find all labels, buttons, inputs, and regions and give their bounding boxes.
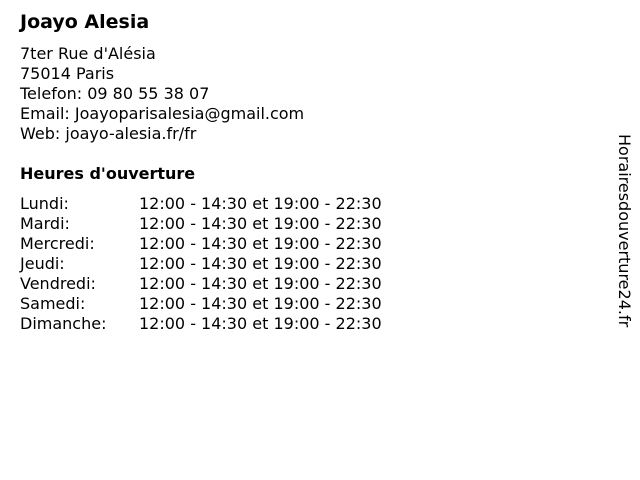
opening-hours-heading: Heures d'ouverture <box>20 164 196 183</box>
phone-line <box>20 84 304 104</box>
phone-number[interactable]: 09 80 55 38 07 <box>87 84 210 103</box>
hours-row <box>20 274 382 294</box>
day-label: Samedi: <box>20 294 86 313</box>
hours-row <box>20 194 382 214</box>
day-hours: 12:00 - 14:30 et 19:00 - 22:30 <box>139 254 382 273</box>
day-label: Jeudi: <box>20 254 65 273</box>
day-label: Mercredi: <box>20 234 95 253</box>
business-name: Joayo Alesia <box>20 11 150 33</box>
opening-hours-table <box>20 194 382 334</box>
day-label: Mardi: <box>20 214 70 233</box>
web-line <box>20 124 304 144</box>
hours-row <box>20 314 382 334</box>
day-hours: 12:00 - 14:30 et 19:00 - 22:30 <box>139 314 382 333</box>
day-label: Dimanche: <box>20 314 107 333</box>
day-hours: 12:00 - 14:30 et 19:00 - 22:30 <box>139 274 382 293</box>
day-hours: 12:00 - 14:30 et 19:00 - 22:30 <box>139 234 382 253</box>
day-hours: 12:00 - 14:30 et 19:00 - 22:30 <box>139 194 382 213</box>
contact-block <box>20 44 304 144</box>
day-hours: 12:00 - 14:30 et 19:00 - 22:30 <box>139 214 382 233</box>
email-label: Email: <box>20 104 70 123</box>
email-address[interactable]: Joayoparisalesia@gmail.com <box>74 104 305 123</box>
hours-row <box>20 214 382 234</box>
day-hours: 12:00 - 14:30 et 19:00 - 22:30 <box>139 294 382 313</box>
web-label: Web: <box>20 124 61 143</box>
day-label: Lundi: <box>20 194 69 213</box>
site-watermark: Horairesdouverture24.fr <box>615 134 634 328</box>
hours-row <box>20 234 382 254</box>
address-line-city: 75014 Paris <box>20 64 115 83</box>
hours-row <box>20 294 382 314</box>
phone-label: Telefon: <box>20 84 83 103</box>
address-line-street: 7ter Rue d'Alésia <box>20 44 156 63</box>
website-link[interactable]: joayo-alesia.fr/fr <box>65 124 197 143</box>
email-line <box>20 104 304 124</box>
day-label: Vendredi: <box>20 274 96 293</box>
hours-row <box>20 254 382 274</box>
